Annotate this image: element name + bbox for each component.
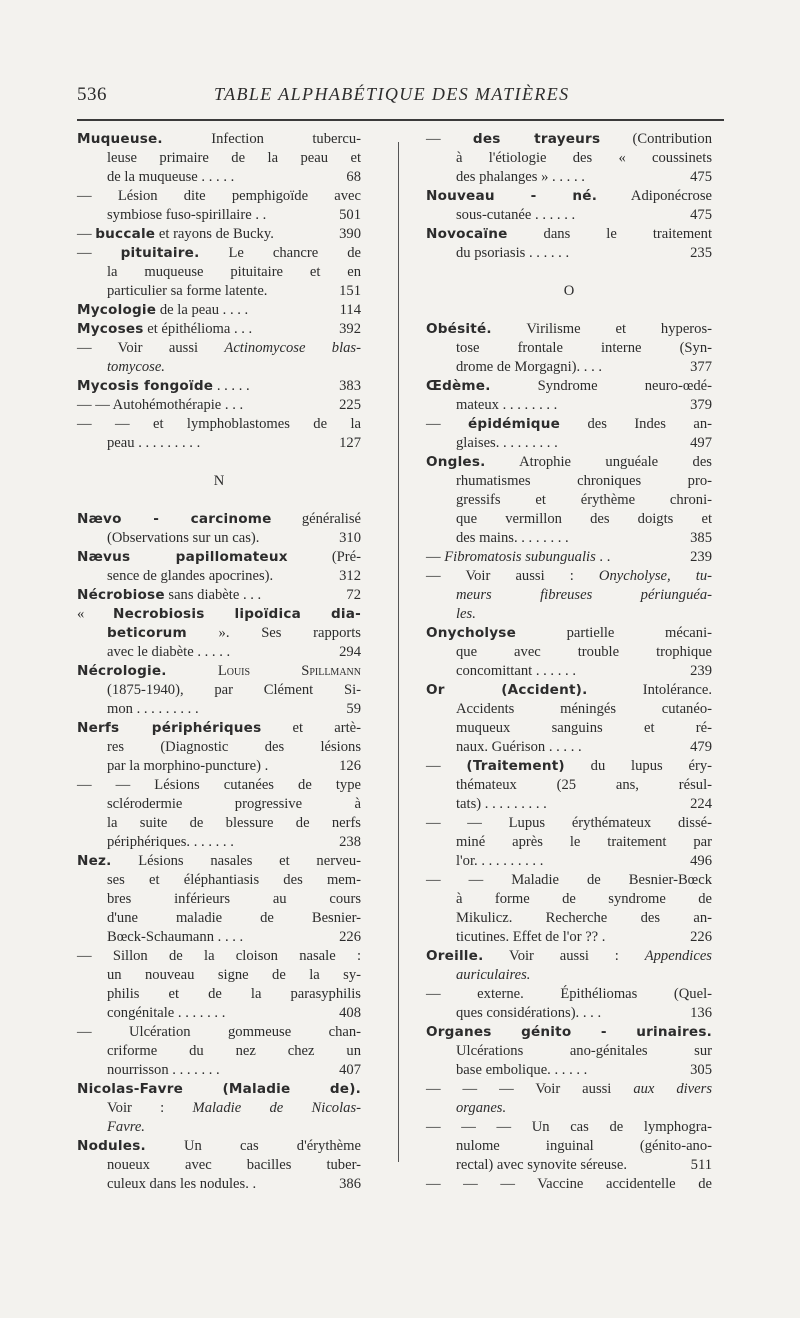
index-line [77,396,361,415]
page-reference: 294 [339,644,361,660]
entry-text: avec le diabète . . . . . [107,644,231,660]
index-line [426,225,712,244]
entry-text: meurs fibreuses périunguéa- [456,587,712,603]
index-line [77,1080,361,1099]
index-line [77,738,361,757]
page-reference: 127 [339,435,361,451]
index-line [77,814,361,833]
index-line [426,1175,712,1194]
entry-text: ses et éléphantiasis des mem- [107,872,361,888]
entry-text: base embolique. . . . . . [456,1062,588,1078]
index-line [77,795,361,814]
page-reference: 475 [690,207,712,223]
entry-text: des phalanges » . . . . . [456,169,585,185]
entry-text: — — Autohémothérapie . . . [77,397,244,413]
page-reference: 72 [346,587,361,603]
index-line [426,1004,712,1023]
index-line [77,358,361,377]
entry-text: Voir : Maladie de Nicolas- [107,1100,361,1116]
entry-text: — — et lymphoblastomes de la [77,416,361,432]
entry-text: culeux dans les nodules. . [107,1176,257,1192]
entry-text: Or (Accident). Intolérance. [426,682,712,698]
entry-text: nulome inguinal (génito-ano- [456,1138,712,1154]
index-line [77,320,361,339]
page-reference: 226 [339,929,361,945]
entry-text: Nodules. Un cas d'érythème [77,1138,361,1154]
page-reference: 392 [339,321,361,337]
page-reference: 312 [339,568,361,584]
index-line [77,947,361,966]
entry-text: Bœck-Schaumann . . . . [107,929,244,945]
index-line [77,130,361,149]
index-line [77,206,361,225]
entry-text: Organes génito - urinaires. [426,1024,712,1040]
index-line [426,187,712,206]
entry-text: noueux avec bacilles tuber- [107,1157,361,1173]
index-line [77,985,361,1004]
index-line [77,244,361,263]
index-line [426,358,712,377]
index-line [77,1042,361,1061]
entry-text: Œdème. Syndrome neuro-œdé- [426,378,712,394]
index-line [426,605,712,624]
page-reference: 126 [339,758,361,774]
entry-text: — épidémique des Indes an- [426,416,712,432]
index-line [77,339,361,358]
index-line [426,757,712,776]
index-line [77,1061,361,1080]
page-reference: 68 [346,169,361,185]
index-line [426,776,712,795]
index-line [426,415,712,434]
entry-text: Nouveau - né. Adiponécrose [426,188,712,204]
index-line [77,681,361,700]
index-line [426,434,712,453]
index-line [77,377,361,396]
index-line [426,453,712,472]
page-reference: 479 [690,739,712,755]
index-line [426,700,712,719]
page-reference: 226 [690,929,712,945]
index-line [426,681,712,700]
entry-text: Mycoses et épithélioma . . . [77,321,253,337]
index-line [77,776,361,795]
header-rule [77,119,724,121]
page-reference: 114 [339,302,361,318]
index-line [426,928,712,947]
page-reference: 475 [690,169,712,185]
entry-text: thémateux (25 ans, résul- [456,777,712,793]
entry-text: — — Lésions cutanées de type [77,777,361,793]
entry-text: un nouveau signe de la sy- [107,967,361,983]
index-line [77,1175,361,1194]
entry-text: rectal) avec synovite séreuse. [456,1157,627,1173]
index-line [426,871,712,890]
page-reference: 238 [339,834,361,850]
index-line [77,643,361,662]
page-reference: 383 [339,378,361,394]
blank-line [426,263,712,282]
entry-text: ticutines. Effet de l'or ?? . [456,929,606,945]
entry-text: particulier sa forme latente. [107,283,268,299]
page-reference: 136 [690,1005,712,1021]
entry-text: Ulcérations ano-génitales sur [456,1043,712,1059]
entry-text: philis et de la parasyphilis [107,986,361,1002]
index-line [426,396,712,415]
entry-text: criforme du nez chez un [107,1043,361,1059]
entry-text: Novocaïne dans le traitement [426,226,712,242]
index-line [426,339,712,358]
index-line [77,1004,361,1023]
index-line [426,985,712,1004]
page-reference: 225 [339,397,361,413]
index-line [77,263,361,282]
entry-text: Mycologie de la peau . . . . [77,302,249,318]
index-line [77,225,361,244]
entry-text: miné après le traitement par [456,834,712,850]
index-line [426,833,712,852]
index-line [426,206,712,225]
entry-text: que vermillon des doigts et [456,511,712,527]
entry-text: tose frontale interne (Syn- [456,340,712,356]
entry-text: bres inférieurs au cours [107,891,361,907]
index-line [77,1023,361,1042]
entry-text: Nerfs périphériques et artè- [77,720,361,736]
index-line [77,833,361,852]
entry-text: « Necrobiosis lipoïdica dia- [77,606,361,622]
entry-text: leuse primaire de la peau et [107,150,361,166]
entry-text: Nævo - carcinome généralisé [77,511,361,527]
entry-text: Nécrologie. Louis Spillmann [77,663,361,679]
entry-text: concomittant . . . . . . [456,663,576,679]
entry-text: auriculaires. [456,967,531,983]
index-line [426,377,712,396]
entry-text: Nécrobiose sans diabète . . . [77,587,262,603]
entry-text: la muqueuse pituitaire et en [107,264,361,280]
page-reference: 305 [690,1062,712,1078]
entry-text: que avec trouble trophique [456,644,712,660]
entry-text: — (Traitement) du lupus éry- [426,758,712,774]
index-line [77,1099,361,1118]
index-line [426,320,712,339]
index-line [77,624,361,643]
entry-text: Nicolas-Favre (Maladie de). [77,1081,361,1097]
entry-text: sence de glandes apocrines). [107,568,274,584]
index-line [77,529,361,548]
index-line [77,966,361,985]
entry-text: Obésité. Virilisme et hyperos- [426,321,712,337]
entry-text: à forme de syndrome de [456,891,712,907]
index-line [77,301,361,320]
page-reference: 377 [690,359,712,375]
index-line [77,586,361,605]
entry-text: nourrisson . . . . . . . [107,1062,220,1078]
entry-text: Ongles. Atrophie unguéale des [426,454,712,470]
index-line [77,168,361,187]
page-reference: 386 [339,1176,361,1192]
entry-text: Mikulicz. Recherche des an- [456,910,712,926]
index-line [426,909,712,928]
index-line [77,187,361,206]
entry-text: O [563,283,575,299]
index-line [77,757,361,776]
entry-text: sclérodermie progressive à [107,796,361,812]
entry-text: sous-cutanée . . . . . . [456,207,576,223]
index-line [426,1061,712,1080]
page-reference: 511 [690,1157,712,1173]
entry-text: les. [456,606,476,622]
index-line [426,130,712,149]
page-reference: 239 [690,663,712,679]
index-line [77,282,361,301]
index-line [426,1080,712,1099]
page-reference: 151 [339,283,361,299]
index-line [77,149,361,168]
index-line [77,415,361,434]
index-line [77,1156,361,1175]
entry-text: Nez. Lésions nasales et nerveu- [77,853,361,869]
index-line [77,548,361,567]
index-column-right [426,130,712,1194]
index-line [426,795,712,814]
section-letter [426,282,712,301]
entry-text: — des trayeurs (Contribution [426,131,713,147]
index-line [77,909,361,928]
index-line [77,719,361,738]
entry-text: glaises. . . . . . . . . [456,435,558,451]
blank-line [77,453,361,472]
index-line [77,890,361,909]
index-line [426,472,712,491]
entry-text: — externe. Épithéliomas (Quel- [426,986,712,1002]
entry-text: muqueux sanguins et ré- [456,720,712,736]
index-line [77,1137,361,1156]
entry-text: — pituitaire. Le chancre de [77,245,361,261]
index-line [426,643,712,662]
entry-text: gressifs et érythème chroni- [456,492,712,508]
entry-text: rhumatismes chroniques pro- [456,473,712,489]
page-reference: 497 [690,435,712,451]
index-line [426,1099,712,1118]
entry-text: — — Lupus érythémateux dissé- [426,815,712,831]
page-header [77,84,720,112]
index-line [426,947,712,966]
index-line [426,244,712,263]
entry-text: — Ulcération gommeuse chan- [77,1024,361,1040]
page-reference: 496 [690,853,712,869]
index-line [77,567,361,586]
index-line [426,1042,712,1061]
entry-text: peau . . . . . . . . . [107,435,201,451]
entry-text: congénitale . . . . . . . [107,1005,226,1021]
entry-text: — — — Un cas de lymphogra- [426,1119,712,1135]
index-line [426,814,712,833]
index-line [426,491,712,510]
page-reference: 239 [690,549,712,565]
index-line [426,738,712,757]
entry-text: res (Diagnostic des lésions [107,739,361,755]
entry-text: — Voir aussi Actinomycose blas- [77,340,361,356]
entry-text: — — — Vaccine accidentelle de [426,1176,712,1192]
entry-text: mateux . . . . . . . . [456,397,558,413]
index-line [77,700,361,719]
entry-text: Favre. [107,1119,145,1135]
index-line [77,928,361,947]
entry-text: (1875-1940), par Clément Si- [107,682,361,698]
index-line [426,548,712,567]
entry-text: mon . . . . . . . . . [107,701,199,717]
index-line [426,966,712,985]
entry-text: tomycose. [107,359,165,375]
entry-text: Accidents méningés cutanéo- [456,701,712,717]
entry-text: N [213,473,225,489]
entry-text: par la morphino-puncture) . [107,758,269,774]
index-line [77,605,361,624]
entry-text: Mycosis fongoïde . . . . . [77,378,250,394]
index-line [426,1156,712,1175]
blank-line [77,491,361,510]
entry-text: du psoriasis . . . . . . [456,245,570,261]
index-line [77,434,361,453]
index-line [77,852,361,871]
entry-text: tats) . . . . . . . . . [456,796,547,812]
entry-text: — buccale et rayons de Bucky. [77,226,274,242]
index-line [426,662,712,681]
page-reference: 224 [690,796,712,812]
entry-text: Oreille. Voir aussi : Appendices [426,948,712,964]
entry-text: beticorum ». Ses rapports [107,625,361,641]
index-line [426,1137,712,1156]
entry-text: — Lésion dite pemphigoïde avec [77,188,361,204]
entry-text: Muqueuse. Infection tubercu- [77,131,361,147]
page-reference: 385 [690,530,712,546]
entry-text: d'une maladie de Besnier- [107,910,361,926]
page-reference: 59 [346,701,361,717]
entry-text: — — — Voir aussi aux divers [426,1081,712,1097]
index-line [426,890,712,909]
running-title: TABLE ALPHABÉTIQUE DES MATIÈRES [214,84,570,104]
entry-text: — Sillon de la cloison nasale : [77,948,361,964]
entry-text: périphériques. . . . . . . [107,834,234,850]
entry-text: des mains. . . . . . . . [456,530,569,546]
entry-text: ques considérations). . . . [456,1005,602,1021]
entry-text: Onycholyse partielle mécani- [426,625,712,641]
entry-text: (Observations sur un cas). [107,530,260,546]
page-reference: 310 [339,530,361,546]
entry-text: organes. [456,1100,507,1116]
entry-text: — — Maladie de Besnier-Bœck [426,872,712,888]
index-line [426,149,712,168]
page-reference: 407 [339,1062,361,1078]
page-reference: 235 [690,245,712,261]
entry-text: symbiose fuso-spirillaire . . [107,207,267,223]
page-reference: 408 [339,1005,361,1021]
entry-text: Nævus papillomateux (Pré- [77,549,361,565]
entry-text: — Fibromatosis subungualis . . [426,549,611,565]
index-line [426,624,712,643]
entry-text: naux. Guérison . . . . . [456,739,582,755]
entry-text: la suite de blessure de nerfs [107,815,361,831]
index-line [77,1118,361,1137]
entry-text: à l'étiologie des « coussinets [456,150,712,166]
index-line [426,510,712,529]
index-line [426,168,712,187]
entry-text: — Voir aussi : Onycholyse, tu- [426,568,712,584]
index-line [426,1023,712,1042]
blank-line [426,301,712,320]
index-line [426,529,712,548]
column-separator [398,142,399,1162]
entry-text: drome de Morgagni). . . . [456,359,603,375]
section-letter [77,472,361,491]
index-line [426,586,712,605]
index-column-left [77,130,361,1194]
page-reference: 379 [690,397,712,413]
page-reference: 390 [339,226,361,242]
page-number: 536 [77,84,107,105]
index-line [77,510,361,529]
index-line [426,567,712,586]
index-line [426,852,712,871]
index-line [77,871,361,890]
entry-text: l'or. . . . . . . . . . [456,853,544,869]
page-reference: 501 [339,207,361,223]
entry-text: de la muqueuse . . . . . [107,169,235,185]
index-line [77,662,361,681]
index-line [426,1118,712,1137]
index-line [426,719,712,738]
